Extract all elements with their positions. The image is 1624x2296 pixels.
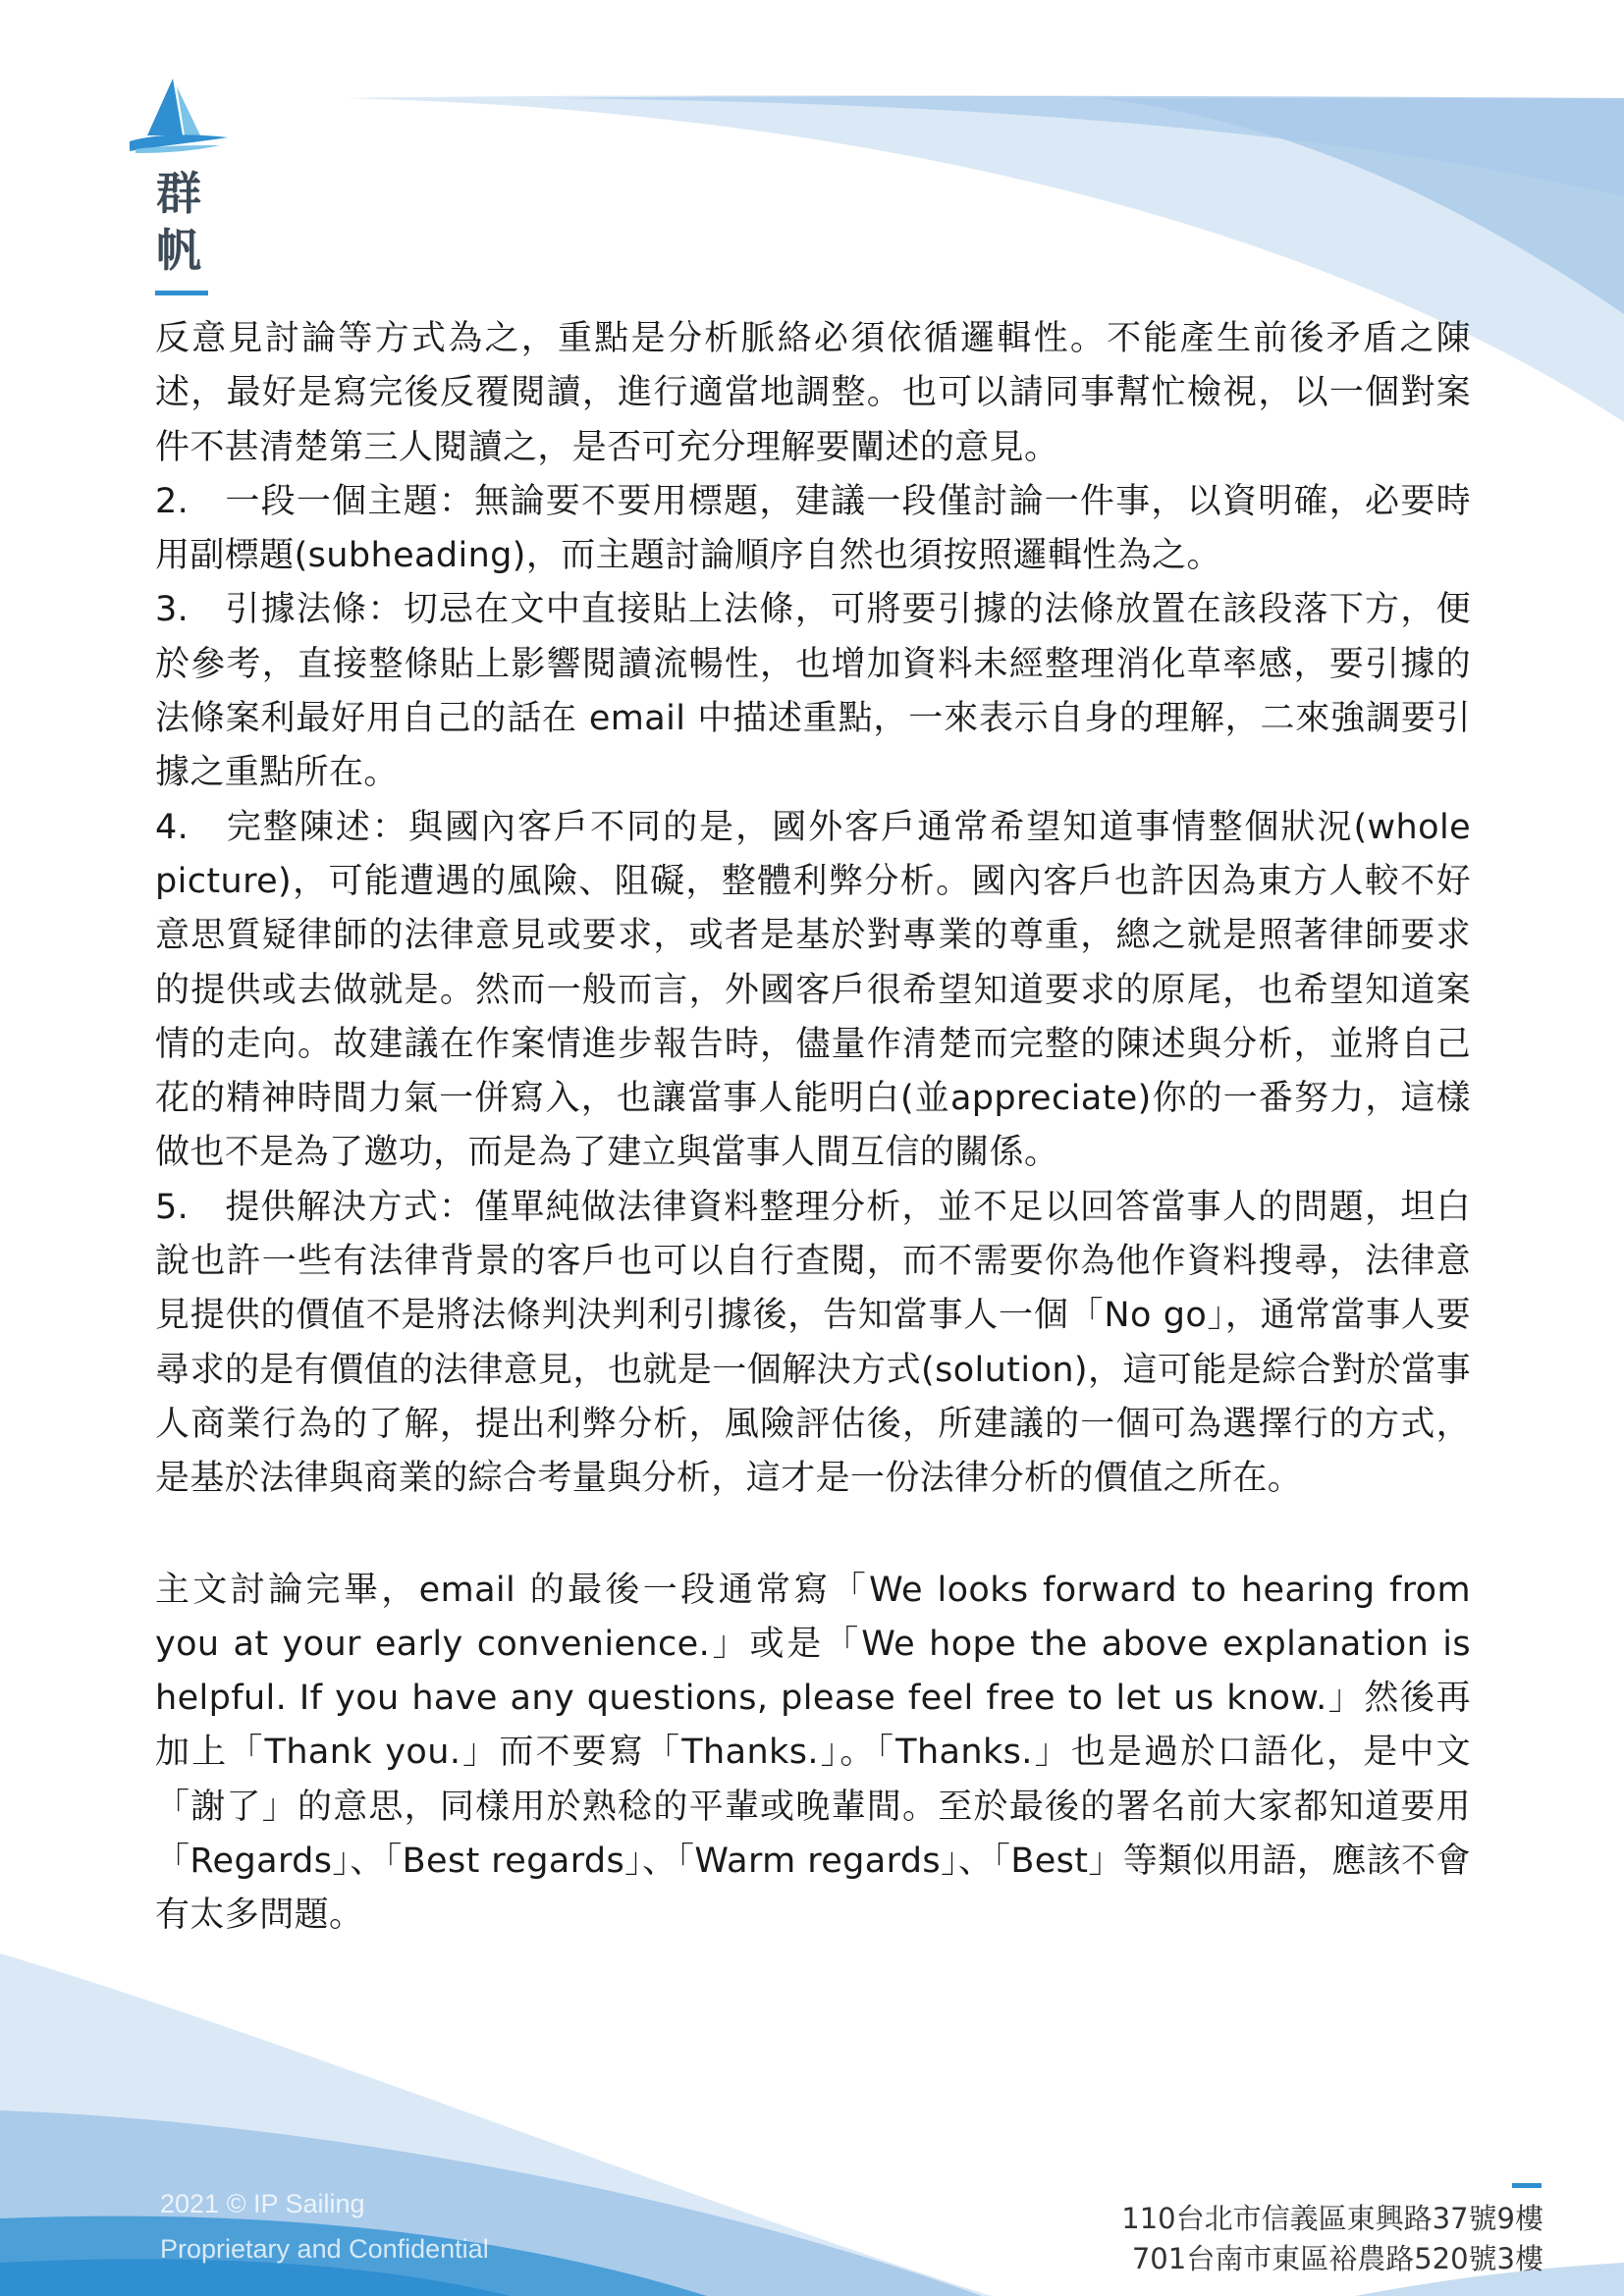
paragraph-intro-continuation: 反意見討論等方式為之，重點是分析脈絡必須依循邏輯性。不能產生前後矛盾之陳述，最好是寫完後反覆閱讀，進行適當地調整。也可以請同事幫忙檢視，以一個對案件不甚清楚第三人閱讀之，是否可充分理解要闡述的意見。 [155, 319, 1471, 467]
paragraph-point-3: 3. 引據法條：切忌在文中直接貼上法條，可將要引據的法條放置在該段落下方，便於參考，直接整條貼上影響閱讀流暢性，也增加資料未經整理消化草率感，要引據的法條案利最好用自己的話在 email 中描述重點，一來表示自身的理解，二來強調要引據之重點所在。 [155, 590, 1471, 793]
footer-accent-dash [1512, 2183, 1542, 2188]
footer-confidential: Proprietary and Confidential [160, 2234, 489, 2264]
sailboat-icon [126, 77, 230, 155]
footer-address-block [1121, 2199, 1543, 2279]
paragraph-closing: 主文討論完畢，email 的最後一段通常寫「We looks forward to hearing from you at your early convenience.」或是「We hope the above explanation is helpful. If you have any questions, please feel free to let us know.」然後再加上「Thank you.」而不要寫「Thanks.」。「Thanks.」也是過於口語化，是中文「謝了」的意思，同樣用於熟稔的平輩或晚輩間。至於最後的署名前大家都知道要用「Regards」、「Best regards」、「Warm regards」、「Best」等類似用語，應該不會有太多問題。 [155, 1570, 1471, 1936]
brand-name-line2: 帆 [156, 224, 201, 277]
footer-address-taipei: 110台北市信義區東興路37號9樓 [1121, 2202, 1543, 2235]
brand-name [149, 165, 208, 279]
paragraph-point-4: 4. 完整陳述：與國內客戶不同的是，國外客戶通常希望知道事情整個狀況(whole picture)，可能遭遇的風險、阻礙，整體利弊分析。國內客戶也許因為東方人較不好意思質疑律師的法律意見或要求，或者是基於對專業的尊重，總之就是照著律師要求的提供或去做就是。然而一般而言，外國客戶很希望知道要求的原尾，也希望知道案情的走向。故建議在作案情進步報告時，儘量作清楚而完整的陳述與分析，並將自己花的精神時間力氣一併寫入，也讓當事人能明白(並appreciate)你的一番努力，這樣做也不是為了邀功，而是為了建立與當事人間互信的關係。 [155, 807, 1471, 1173]
brand-underline [155, 291, 208, 295]
footer-copyright-block [160, 2181, 489, 2271]
document-body [155, 312, 1471, 1944]
paragraph-point-2: 2. 一段一個主題：無論要不要用標題，建議一段僅討論一件事，以資明確，必要時用副標題(subheading)，而主題討論順序自然也須按照邏輯性為之。 [155, 481, 1471, 576]
footer-address-tainan: 701台南市東區裕農路520號3樓 [1131, 2242, 1543, 2275]
footer-copyright: 2021 © IP Sailing [160, 2189, 365, 2218]
paragraph-point-5: 5. 提供解決方式：僅單純做法律資料整理分析，並不足以回答當事人的問題，坦白說也許一些有法律背景的客戶也可以自行查閱，而不需要你為他作資料搜尋，法律意見提供的價值不是將法條判決判利引據後，告知當事人一個「No go」，通常當事人要尋求的是有價值的法律意見，也就是一個解決方式(solution)，這可能是綜合對於當事人商業行為的了解，提出利弊分析，風險評估後，所建議的一個可為選擇行的方式，是基於法律與商業的綜合考量與分析，這才是一份法律分析的價值之所在。 [155, 1187, 1471, 1499]
brand-name-line1: 群 [156, 167, 201, 220]
